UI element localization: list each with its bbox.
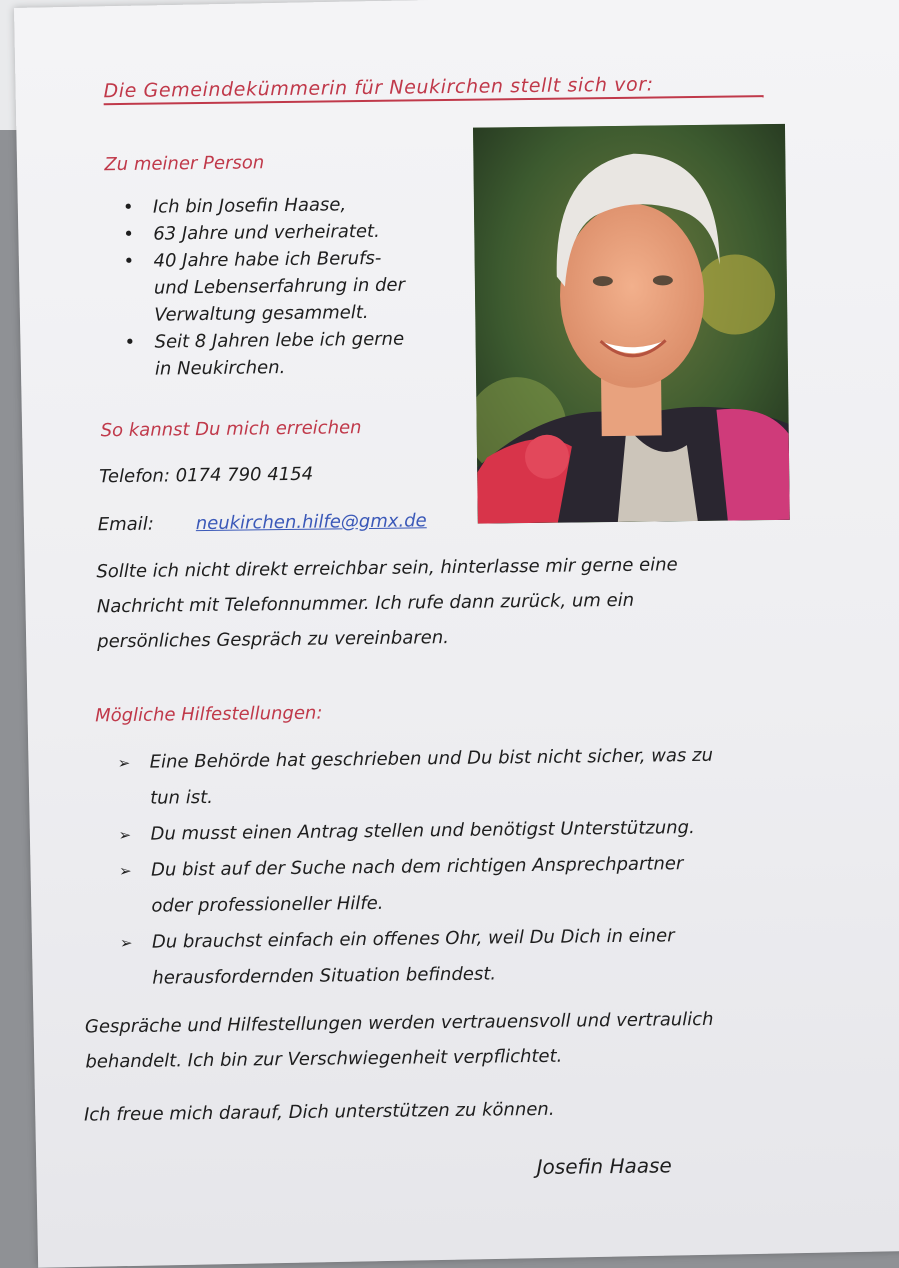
list-item: • Seit 8 Jahren lebe ich gerne in Neukirchen. [124, 326, 406, 383]
list-item: ➢ Du bist auf der Suche nach dem richtigen Ansprechpartner oder professioneller Hilfe. [119, 846, 715, 925]
help-list [118, 738, 716, 997]
list-item: • Ich bin Josefin Haase, [123, 191, 404, 221]
section-label-contact: So kannst Du mich erreichen [100, 417, 362, 442]
list-item: ➢ Du brauchst einfach ein offenes Ohr, weil Du Dich in einer herausfordernden Situation befindest. [120, 918, 716, 997]
confidentiality-note: Gespräche und Hilfestellungen werden vertrauensvoll und vertraulich behandelt. Ich bin zur Verschwiegenheit verpflichtet. [84, 1008, 714, 1073]
page-title: Die Gemeindekümmerin für Neukirchen stellt sich vor: [103, 72, 763, 105]
email-link[interactable]: neukirchen.hilfe@gmx.de [195, 510, 427, 535]
list-item: ➢ Eine Behörde hat geschrieben und Du bist nicht sicher, was zu tun ist. [118, 738, 714, 817]
email-label: Email: [97, 513, 154, 536]
portrait-photo [473, 124, 790, 524]
phone-number: Telefon: 0174 790 4154 [99, 463, 314, 488]
section-label-help: Mögliche Hilfestellungen: [95, 702, 323, 727]
signature: Josefin Haase [536, 1153, 672, 1179]
section-label-person: Zu meiner Person [104, 152, 265, 176]
reach-note: Sollte ich nicht direkt erreichbar sein, hinterlasse mir gerne eine Nachricht mit Telefonnummer. Ich rufe dann zurück, um ein persönliches Gespräch zu vereinbaren. [96, 554, 678, 653]
closing-text: Ich freue mich darauf, Dich unterstützen zu können. [83, 1098, 555, 1126]
person-list [123, 191, 406, 383]
list-item: • 63 Jahre und verheiratet. [123, 218, 404, 248]
list-item: ➢ Du musst einen Antrag stellen und benötigst Unterstützung. [118, 810, 714, 853]
list-item: • 40 Jahre habe ich Berufs- und Lebenserfahrung in der Verwaltung gesammelt. [123, 245, 405, 329]
